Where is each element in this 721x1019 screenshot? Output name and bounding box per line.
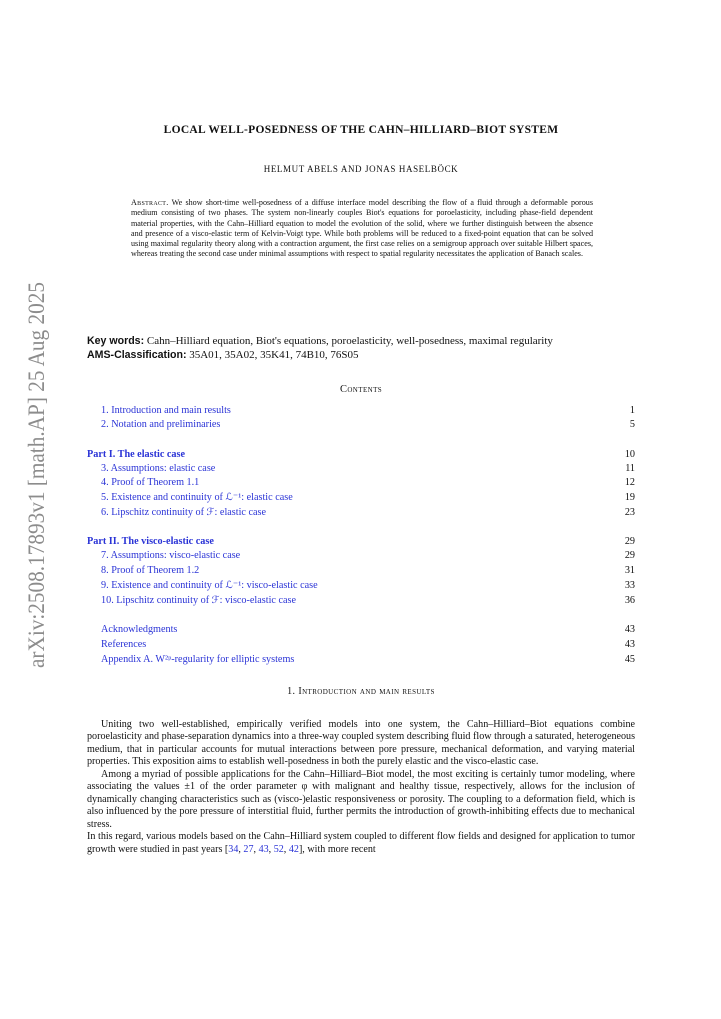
paper-authors: HELMUT ABELS AND JONAS HASELBÖCK xyxy=(263,164,459,174)
citation-link[interactable]: 43 xyxy=(258,843,269,855)
toc-entry[interactable] xyxy=(87,639,635,652)
toc-entry-label[interactable]: 9. Existence and continuity of ℒ⁻¹: visco-elastic case xyxy=(101,580,318,591)
toc-entry[interactable] xyxy=(87,492,635,505)
paper-title: LOCAL WELL-POSEDNESS OF THE CAHN–HILLIARD–BIOT SYSTEM xyxy=(163,124,559,136)
toc-entry-page: 45 xyxy=(624,654,635,665)
toc-entry-label[interactable]: 4. Proof of Theorem 1.1 xyxy=(101,477,200,488)
toc-entry-page: 1 xyxy=(629,405,635,416)
toc-entry[interactable] xyxy=(87,624,635,637)
toc-entry-page: 31 xyxy=(624,565,635,576)
arxiv-side-stamp xyxy=(16,280,56,670)
abstract-lead: Abstract. xyxy=(131,198,169,207)
keywords-line xyxy=(87,334,647,348)
toc-entry-label[interactable]: Appendix A. W²ᵖ-regularity for elliptic systems xyxy=(101,654,295,665)
paragraph: Uniting two well-established, empirically verified models into one system, the Cahn–Hilliard–Biot equations combine poroelasticity and phase-separation dynamics into a three-way coupled system describing fluid flow through a saturated, heterogeneous medium, that in particular accounts for mutual interactions between pore pressure, mechanical deformation, and varying material properties. This exposition aims to establish well-posedness in both the purely elastic and the visco-elastic case. xyxy=(87,719,635,768)
ams-text: 35A01, 35A02, 35K41, 74B10, 76S05 xyxy=(189,349,359,361)
paragraph-text: ], with more recent xyxy=(298,843,376,855)
toc-entry-page: 36 xyxy=(624,595,635,606)
contents-heading: Contents xyxy=(339,384,383,395)
toc-entry-label[interactable]: 1. Introduction and main results xyxy=(101,405,231,416)
ams-line xyxy=(87,348,647,362)
toc-part-label[interactable]: Part I. The elastic case xyxy=(87,449,185,460)
citation-link[interactable]: 34 xyxy=(228,843,239,855)
toc-entry[interactable] xyxy=(87,580,635,593)
toc-entry[interactable] xyxy=(87,595,635,608)
toc-entry-page: 33 xyxy=(624,580,635,591)
abstract xyxy=(131,198,593,260)
toc-entry[interactable] xyxy=(87,565,635,578)
toc-entry-page: 23 xyxy=(624,507,635,518)
keywords-label: Key words: xyxy=(87,335,145,347)
toc-entry-label[interactable]: 8. Proof of Theorem 1.2 xyxy=(101,565,200,576)
body-text xyxy=(87,719,635,856)
toc-entry[interactable] xyxy=(87,507,635,520)
toc-entry-page: 43 xyxy=(624,639,635,650)
toc-entry-page: 29 xyxy=(624,550,635,561)
toc-part-label[interactable]: Part II. The visco-elastic case xyxy=(87,536,214,547)
paragraph: Among a myriad of possible applications for the Cahn–Hilliard–Biot model, the most exciting is certainly tumor modeling, where associating the values ±1 of the order parameter φ with malignant and healthy tissue, respectively, allows for the inclusion of dynamically changing characteristics such as (visco-)elastic responsiveness or porosity. The coupling to a deformation field, which is also influenced by the pore pressure of interstitial fluid, further permits the introduction of growth-inhibiting effects due to mechanical stress. xyxy=(87,768,635,830)
arxiv-stamp-svg xyxy=(16,280,56,670)
toc-entry-label[interactable]: 3. Assumptions: elastic case xyxy=(101,463,216,474)
toc-entry-label[interactable]: 5. Existence and continuity of ℒ⁻¹: elastic case xyxy=(101,492,293,503)
citation-link[interactable]: 52 xyxy=(273,843,284,855)
toc-entry[interactable] xyxy=(87,419,635,432)
toc-entry[interactable] xyxy=(87,463,635,476)
toc-entry-page: 12 xyxy=(624,477,635,488)
citation-link[interactable]: 27 xyxy=(243,843,254,855)
ams-label: AMS-Classification: xyxy=(87,349,187,361)
toc-entry-page: 10 xyxy=(624,449,635,460)
toc-entry-page: 11 xyxy=(625,463,635,474)
toc-entry-page: 43 xyxy=(624,624,635,635)
toc-entry[interactable] xyxy=(87,654,635,667)
toc-entry[interactable] xyxy=(87,405,635,418)
toc-part-entry[interactable] xyxy=(87,449,635,462)
keywords-text: Cahn–Hilliard equation, Biot's equations, poroelasticity, well-posedness, maximal regularity xyxy=(146,335,553,347)
toc-entry[interactable] xyxy=(87,550,635,563)
toc-entry-page: 5 xyxy=(629,419,635,430)
toc-entry-page: 29 xyxy=(624,536,635,547)
paragraph: In this regard, various models based on the Cahn–Hilliard system coupled to different flow fields and designed for application to tumor growth were studied in past years [34, 27, 43, 52, 42], with more recent xyxy=(87,831,635,855)
toc-entry-label[interactable]: 2. Notation and preliminaries xyxy=(101,419,221,430)
keywords-block xyxy=(87,334,647,362)
toc-entry-label[interactable]: Acknowledgments xyxy=(101,624,178,635)
section-heading: 1. Introduction and main results xyxy=(287,686,435,697)
toc-entry-label[interactable]: 10. Lipschitz continuity of ℱ: visco-elastic case xyxy=(101,595,297,606)
citation-link[interactable]: 42 xyxy=(288,843,299,855)
toc-entry[interactable] xyxy=(87,477,635,490)
toc-entry-label[interactable]: 6. Lipschitz continuity of ℱ: elastic case xyxy=(101,507,267,518)
toc-entry-label[interactable]: References xyxy=(101,639,147,650)
abstract-text: We show short-time well-posedness of a diffuse interface model describing the flow of a fluid through a deformable porous medium consisting of two phases. The system non-linearly couples Biot's equations for poroelasticity, including phase-field dependent material properties, with the Cahn–Hilliard equation to model the evolution of the solid, where we further distinguish between the absence and presence of a visco-elastic term of Kelvin-Voigt type. While both problems will be reduced to a fixed-point equation that can be solved using maximal regularity theory along with a contraction argument, the first case relies on a semigroup approach over suitable Hilbert spaces, whereas treating the second case under minimal assumptions with respect to spatial regularity necessitates the application of Banach scales. xyxy=(131,198,593,259)
paragraph-text: In this regard, various models based on the Cahn–Hilliard system coupled to different flow fields and designed for application to tumor growth were studied in past years [ xyxy=(87,831,635,855)
arxiv-id-text: arXiv:2508.17893v1 [math.AP] 25 Aug 2025 xyxy=(24,280,49,668)
toc-entry-label[interactable]: 7. Assumptions: visco-elastic case xyxy=(101,550,241,561)
toc-part-entry[interactable] xyxy=(87,536,635,549)
toc-entry-page: 19 xyxy=(624,492,635,503)
